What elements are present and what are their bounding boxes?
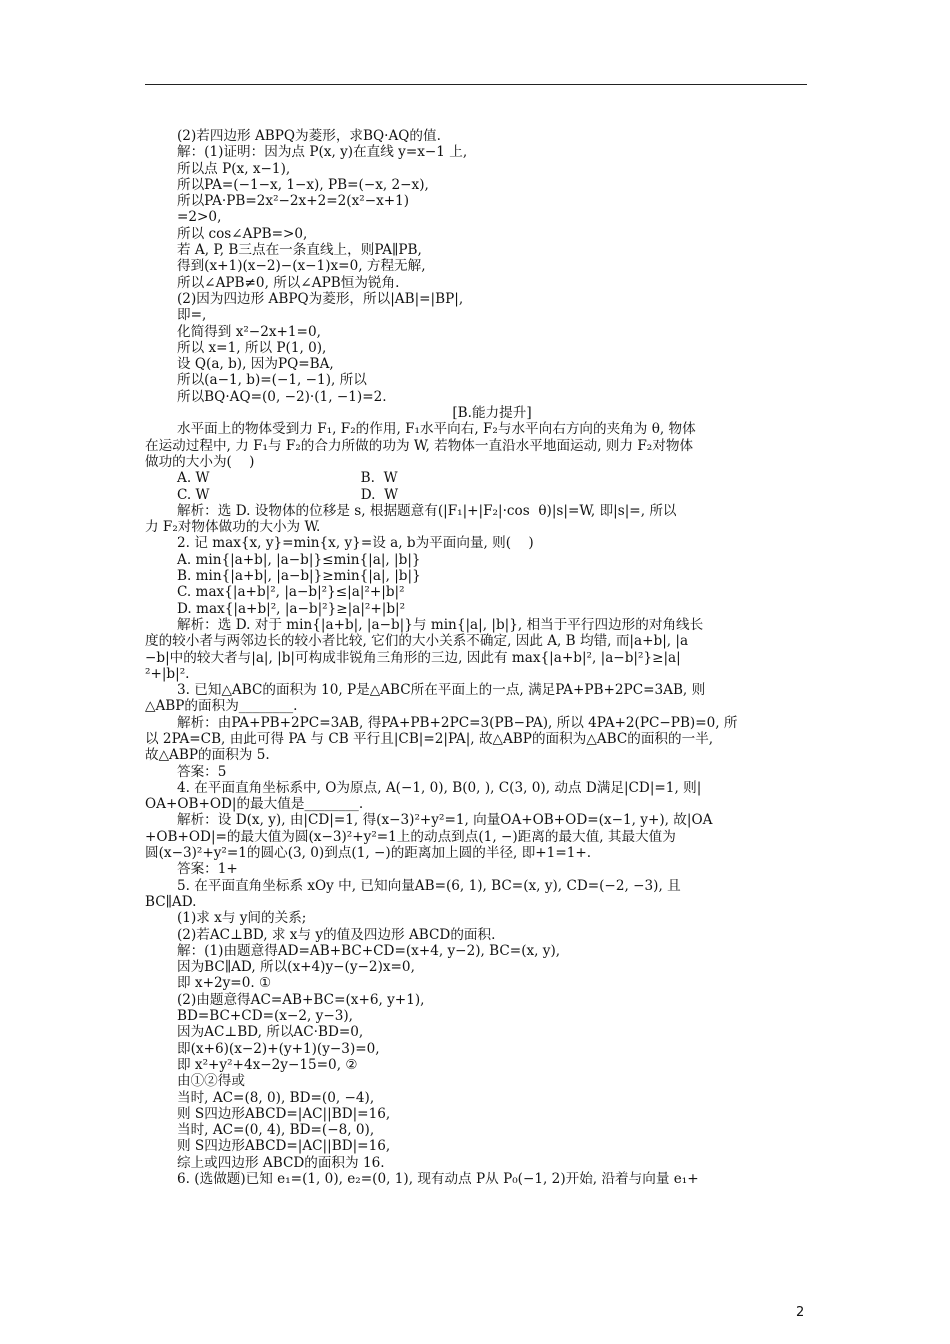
text-line: OA+OB+OD|的最大值是________. [145, 796, 364, 813]
text-line: 设 Q(a, b), 因为PQ=BA, [177, 356, 334, 373]
text-line: BC∥AD. [145, 893, 197, 910]
text-line: =2>0, [177, 209, 222, 226]
text-line: 力 F₂对物体做功的大小为 W. [145, 519, 321, 536]
text-line: 所以∠APB≠0, 所以∠APB恒为锐角. [177, 274, 400, 291]
text-line: 即=, [177, 307, 207, 324]
text-line: 得到(x+1)(x−2)−(x−1)x=0, 方程无解, [177, 258, 426, 275]
text-line: 解：(1)由题意得AD=AB+BC+CD=(x+4, y−2), BC=(x, y), [177, 942, 561, 959]
text-line: 即(x+6)(x−2)+(y+1)(y−3)=0, [177, 1040, 380, 1057]
text-line: △ABP的面积为________. [145, 698, 298, 715]
text-line: 因为BC∥AD, 所以(x+4)y−(y−2)x=0, [177, 959, 415, 976]
text-line: C. W D. W [177, 486, 399, 503]
text-line: 因为AC⊥BD, 所以AC·BD=0, [177, 1024, 364, 1041]
text-line: 所以(a−1, b)=(−1, −1), 所以 [177, 372, 367, 389]
text-line: (1)求 x与 y间的关系; [177, 910, 307, 927]
text-line: A. W B. W [177, 470, 398, 487]
text-line: (2)因为四边形 ABPQ为菱形，所以|AB|=|BP|, [177, 290, 464, 307]
text-line: 解析：选 D. 对于 min{|a+b|, |a−b|}与 min{|a|, |b|}, 相当于平行四边形的对角线长 [177, 616, 704, 633]
text-line: 3. 已知△ABC的面积为 10, P是△ABC所在平面上的一点, 满足PA+PB+2PC=3AB, 则 [177, 682, 706, 699]
text-line: 所以点 P(x, x−1), [177, 160, 291, 177]
text-line: 化简得到 x²−2x+1=0, [177, 323, 321, 340]
text-line: 以 2PA=CB, 由此可得 PA 与 CB 平行且|CB|=2|PA|, 故△ABP的面积为△ABC的面积的一半, [145, 730, 714, 747]
text-line: 当时, AC=(0, 4), BD=(−8, 0), [177, 1122, 375, 1139]
text-line: 所以 x=1, 所以 P(1, 0), [177, 339, 327, 356]
text-line: C. max{|a+b|², |a−b|²}≤|a|²+|b|² [177, 584, 405, 601]
text-line: 5. 在平面直角坐标系 xOy 中, 已知向量AB=(6, 1), BC=(x, y), CD=(−2, −3), 且 [177, 877, 681, 894]
text-line: ²+|b|². [145, 665, 190, 682]
text-line: 所以PA=(−1−x, 1−x), PB=(−x, 2−x), [177, 176, 429, 193]
text-line: 所以PA·PB=2x²−2x+2=2(x²−x+1) [177, 193, 410, 210]
text-line: 由①②得或 [177, 1073, 245, 1090]
text-line: 2. 记 max{x, y}=min{x, y}=设 a, b为平面向量, 则( ) [177, 535, 534, 552]
text-line: 答案：1+ [177, 861, 238, 878]
text-line: 所以BQ·AQ=(0, −2)·(1, −1)=2. [177, 388, 387, 405]
text-line: 答案：5 [177, 763, 227, 780]
text-line: 圆(x−3)²+y²=1的圆心(3, 0)到点(1, −)的距离加上圆的半径, 即+1=1+. [145, 845, 592, 862]
page-number: 2 [796, 1305, 805, 1320]
text-line: A. min{|a+b|, |a−b|}≤min{|a|, |b|} [177, 551, 421, 568]
text-line: BD=BC+CD=(x−2, y−3), [177, 1008, 353, 1025]
text-line: −b|中的较大者与|a|, |b|可构成非锐角三角形的三边, 因此有 max{|a+b|², |a−b|²}≥|a| [145, 649, 681, 666]
text-line: +OB+OD|=的最大值为圆(x−3)²+y²=1上的动点到点(1, −)距离的最大值, 其最大值为 [145, 828, 676, 845]
text-line: 即 x+2y=0. ① [177, 975, 272, 992]
text-line: 故△ABP的面积为 5. [145, 747, 270, 764]
text-line: 度的较小者与两邻边长的较小者比较, 它们的大小关系不确定, 因此 A, B 均错, 而|a+b|, |a [145, 633, 689, 650]
text-line: 6. (选做题)已知 e₁=(1, 0), e₂=(0, 1), 现有动点 P从 P₀(−1, 2)开始, 沿着与向量 e₁+ [177, 1171, 699, 1187]
text-line: 解：(1)证明：因为点 P(x, y)在直线 y=x−1 上, [177, 144, 468, 161]
text-line: 当时, AC=(8, 0), BD=(0, −4), [177, 1089, 375, 1106]
text-line: D. max{|a+b|², |a−b|²}≥|a|²+|b|² [177, 600, 406, 617]
header-rule [145, 84, 807, 85]
text-line: 则 S四边形ABCD=|AC||BD|=16, [177, 1105, 391, 1122]
text-line: (2)若四边形 ABPQ为菱形，求BQ·AQ的值. [177, 128, 441, 144]
text-line: 解析：选 D. 设物体的位移是 s, 根据题意有(|F₁|+|F₂|·cos θ)|s|=W, 即|s|=, 所以 [177, 502, 677, 519]
text-line: 解析：由PA+PB+2PC=3AB, 得PA+PB+2PC=3(PB−PA), 所以 4PA+2(PC−PB)=0, 所 [177, 714, 738, 731]
text-line: B. min{|a+b|, |a−b|}≥min{|a|, |b|} [177, 568, 421, 585]
text-line: 水平面上的物体受到力 F₁, F₂的作用, F₁水平向右, F₂与水平向右方向的夹角为 θ, 物体 [177, 421, 696, 438]
text-line: (2)由题意得AC=AB+BC=(x+6, y+1), [177, 991, 425, 1008]
text-line: (2)若AC⊥BD, 求 x与 y的值及四边形 ABCD的面积. [177, 926, 496, 943]
text-line: 综上或四边形 ABCD的面积为 16. [177, 1154, 385, 1171]
text-line: 则 S四边形ABCD=|AC||BD|=16, [177, 1138, 391, 1155]
text-line: 若 A, P, B三点在一条直线上，则PA∥PB, [177, 242, 422, 259]
text-line: 所以 cos∠APB=>0, [177, 225, 308, 242]
text-line: 即 x²+y²+4x−2y−15=0, ② [177, 1056, 358, 1073]
text-line: 解析：设 D(x, y), 由|CD|=1, 得(x−3)²+y²=1, 向量OA+OB+OD=(x−1, y+), 故|OA [177, 812, 713, 829]
text-line: 做功的大小为( ) [145, 453, 255, 470]
text-line: 在运动过程中, 力 F₁与 F₂的合力所做的功为 W, 若物体一直沿水平地面运动, 则力 F₂对物体 [145, 437, 694, 454]
text-line: 4. 在平面直角坐标系中, O为原点, A(−1, 0), B(0, ), C(3, 0), 动点 D满足|CD|=1, 则| [177, 779, 702, 796]
text-line: [B.能力提升] [452, 405, 532, 422]
document-body [145, 128, 807, 1187]
